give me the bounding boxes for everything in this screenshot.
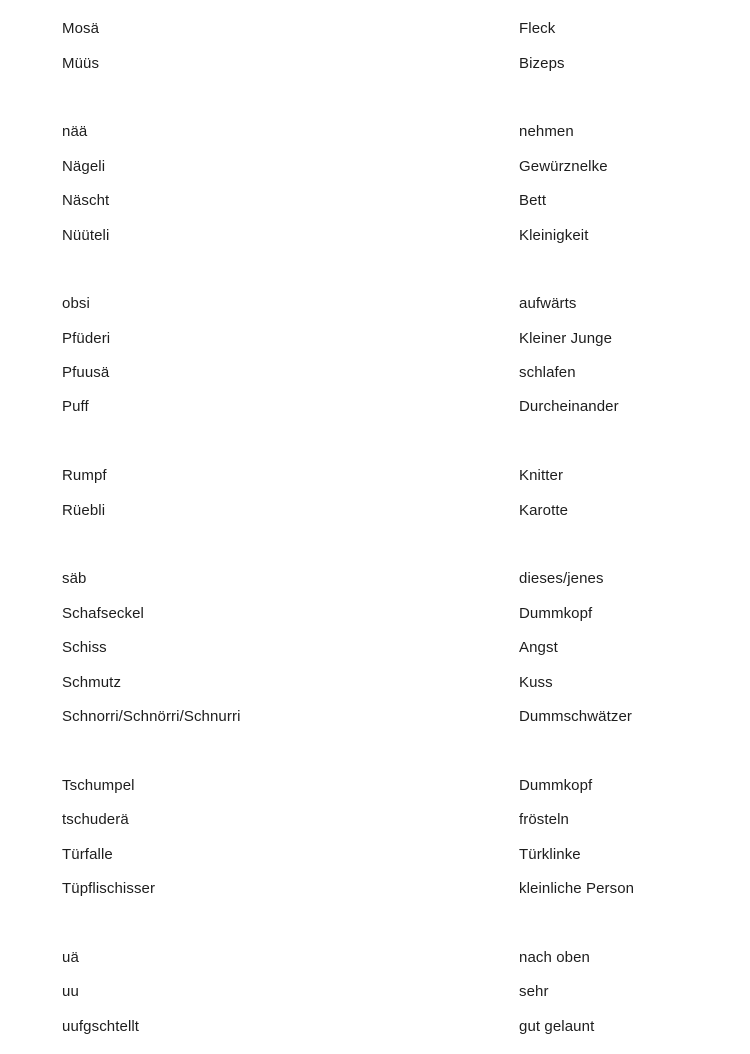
- dialect-term: Schmutz: [62, 673, 122, 691]
- translation-text: Kuss: [519, 673, 553, 691]
- glossary-entry-row: [0, 837, 750, 871]
- dialect-term: Schafseckel: [62, 604, 144, 622]
- translation-text: kleinliche Person: [519, 879, 635, 897]
- section-spacer: [0, 527, 750, 561]
- translation-text: Kleinigkeit: [519, 226, 589, 244]
- glossary-entry-row: [0, 768, 750, 802]
- dialect-term: Rüebli: [62, 501, 106, 519]
- dialect-term: Schnorri/Schnörri/Schnurri: [62, 708, 241, 725]
- glossary-entry-row: [0, 12, 750, 46]
- glossary-entry-row: [0, 562, 750, 596]
- glossary-entry-row: [0, 218, 750, 252]
- translation-text: Dummkopf: [519, 776, 593, 794]
- translation-text: Bett: [519, 192, 547, 210]
- glossary-entry-row: [0, 596, 750, 630]
- translation-text: Kleiner Junge: [519, 329, 613, 347]
- translation-text: frösteln: [519, 811, 569, 829]
- glossary-entry-row: [0, 321, 750, 355]
- translation-text: gut gelaunt: [519, 1017, 595, 1035]
- dialect-term: Puff: [62, 398, 89, 416]
- glossary-entry-row: [0, 115, 750, 149]
- glossary-entry-row: [0, 459, 750, 493]
- dialect-term: Tschumpel: [62, 776, 135, 794]
- dialect-term: obsi: [62, 295, 90, 313]
- translation-text: Fleck: [519, 20, 556, 38]
- dialect-term: Näscht: [62, 192, 110, 210]
- glossary-entry-row: [0, 1009, 750, 1043]
- glossary-entry-row: [0, 149, 750, 183]
- dialect-term: Tüpflischisser: [62, 879, 156, 897]
- dialect-term: Pfüderi: [62, 329, 111, 347]
- translation-text: dieses/jenes: [519, 570, 604, 588]
- translation-text: schlafen: [519, 364, 576, 382]
- section-spacer: [0, 80, 750, 114]
- glossary-entry-row: [0, 974, 750, 1008]
- translation-text: sehr: [519, 983, 549, 1001]
- dialect-term: uufgschtellt: [62, 1017, 140, 1035]
- dialect-term: uu: [62, 983, 79, 1001]
- dialect-term: uä: [62, 948, 79, 966]
- translation-text: nach oben: [519, 948, 590, 966]
- glossary-entry-row: [0, 802, 750, 836]
- section-spacer: [0, 252, 750, 286]
- glossary-entry-row: [0, 699, 750, 733]
- dialect-term: nää: [62, 123, 88, 141]
- dialect-term: Schiss: [62, 639, 107, 657]
- glossary-entry-row: [0, 631, 750, 665]
- translation-text: aufwärts: [519, 295, 577, 313]
- translation-text: Knitter: [519, 467, 564, 485]
- dialect-term: Pfuusä: [62, 364, 110, 382]
- translation-text: Türklinke: [519, 845, 581, 863]
- translation-text: Durcheinander: [519, 398, 619, 416]
- glossary-entry-row: [0, 183, 750, 217]
- dialect-term: Nägeli: [62, 157, 106, 175]
- glossary-entry-row: [0, 390, 750, 424]
- section-spacer: [0, 906, 750, 940]
- dialect-term: Nüüteli: [62, 226, 110, 244]
- dialect-term: säb: [62, 570, 87, 588]
- dialect-term: Müüs: [62, 54, 100, 72]
- section-spacer: [0, 734, 750, 768]
- glossary-entry-row: [0, 46, 750, 80]
- translation-text: Dummschwätzer: [519, 708, 632, 725]
- dialect-term: Mosä: [62, 20, 100, 38]
- glossary-entry-row: [0, 287, 750, 321]
- translation-text: Dummkopf: [519, 604, 593, 622]
- translation-text: nehmen: [519, 123, 574, 141]
- glossary-entry-row: [0, 355, 750, 389]
- translation-text: Angst: [519, 639, 558, 657]
- glossary-entry-row: [0, 665, 750, 699]
- translation-text: Gewürznelke: [519, 157, 608, 175]
- dialect-term: Türfalle: [62, 845, 113, 863]
- glossary-entry-row: [0, 493, 750, 527]
- dialect-term: Rumpf: [62, 467, 107, 485]
- dialect-term: tschuderä: [62, 811, 129, 829]
- section-spacer: [0, 424, 750, 458]
- translation-text: Bizeps: [519, 54, 565, 72]
- translation-text: Karotte: [519, 501, 569, 519]
- glossary-entry-row: [0, 871, 750, 905]
- glossary-entry-row: [0, 940, 750, 974]
